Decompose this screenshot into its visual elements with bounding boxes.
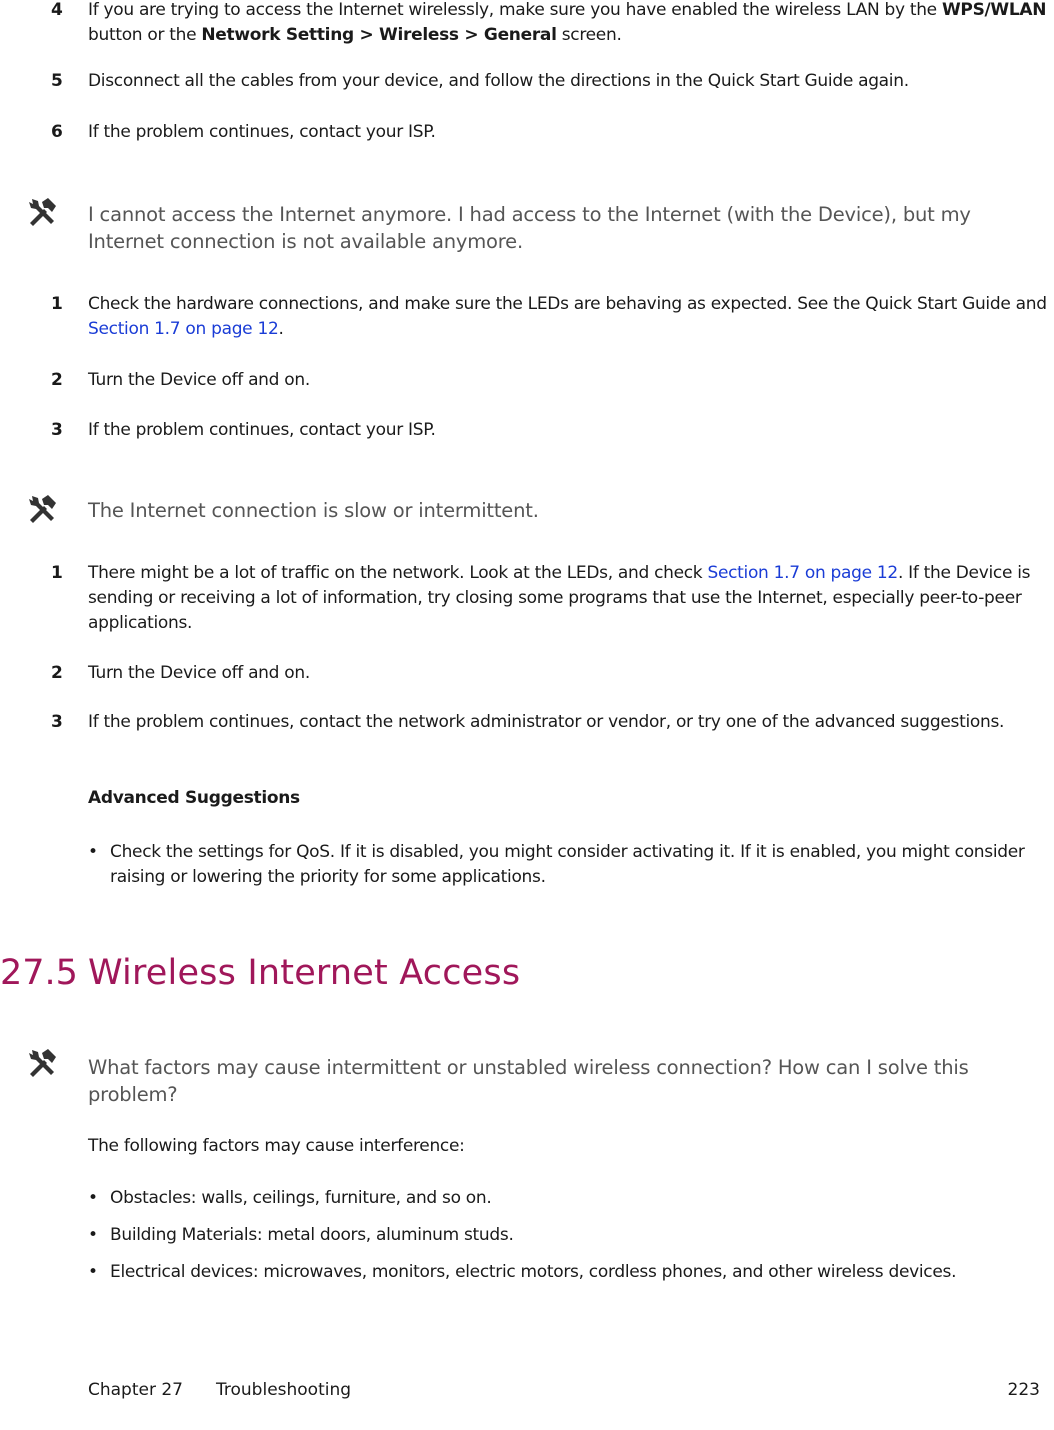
step-number: 4 — [51, 0, 63, 20]
step-number: 1 — [51, 563, 63, 583]
question-heading: What factors may cause intermittent or unstabled wireless connection? How can I solve this problem? — [88, 1056, 969, 1106]
section-number: 27.5 — [0, 953, 78, 993]
step-text: Turn the Device off and on. — [88, 663, 310, 683]
bullet-mark: • — [88, 842, 99, 862]
footer-chapter: Chapter 27 — [88, 1380, 184, 1400]
bullet-text: Obstacles: walls, ceilings, furniture, and so on. — [110, 1188, 492, 1208]
step-text: There might be a lot of traffic on the network. Look at the LEDs, and check Section 1.7 on page 12. If the Device is sending or receiving a lot of information, try closing some programs that use the Internet, especially peer-to-peer applications. — [88, 563, 1031, 633]
question-heading: The Internet connection is slow or intermittent. — [88, 499, 539, 522]
page-number: 223 — [1007, 1380, 1040, 1400]
tools-icon — [26, 1048, 58, 1078]
section-link[interactable]: Section 1.7 on page 12 — [707, 563, 898, 583]
question-heading: I cannot access the Internet anymore. I had access to the Internet (with the Device), but my Internet connection is not available anymore. — [88, 203, 971, 253]
step-text: Disconnect all the cables from your device, and follow the directions in the Quick Start Guide again. — [88, 71, 909, 91]
step-text: If the problem continues, contact the network administrator or vendor, or try one of the advanced suggestions. — [88, 712, 1005, 732]
step-number: 6 — [51, 122, 63, 142]
step-text: If the problem continues, contact your ISP. — [88, 122, 436, 142]
bullet-text: Electrical devices: microwaves, monitors, electric motors, cordless phones, and other wireless devices. — [110, 1262, 957, 1282]
step-text: Turn the Device off and on. — [88, 370, 310, 390]
bullet-text: Building Materials: metal doors, aluminum studs. — [110, 1225, 514, 1245]
step-text: Check the hardware connections, and make sure the LEDs are behaving as expected. See the Quick Start Guide and Section 1.7 on page 12. — [88, 294, 1047, 339]
bullet-mark: • — [88, 1188, 99, 1208]
step-number: 5 — [51, 71, 63, 91]
step-number: 2 — [51, 370, 63, 390]
step-text: If the problem continues, contact your ISP. — [88, 420, 436, 440]
step-text: If you are trying to access the Internet wirelessly, make sure you have enabled the wireless LAN by the WPS/WLAN button or the Network Setting > Wireless > General screen. — [88, 0, 1047, 45]
bullet-mark: • — [88, 1262, 99, 1282]
section-link[interactable]: Section 1.7 on page 12 — [88, 319, 279, 339]
footer-title: Troubleshooting — [216, 1380, 352, 1400]
tools-icon — [26, 494, 58, 524]
bullet-mark: • — [88, 1225, 99, 1245]
intro-text: The following factors may cause interference: — [88, 1136, 465, 1156]
advanced-suggestions-heading: Advanced Suggestions — [88, 788, 300, 808]
step-number: 2 — [51, 663, 63, 683]
step-number: 3 — [51, 420, 63, 440]
step-number: 3 — [51, 712, 63, 732]
bullet-text: Check the settings for QoS. If it is disabled, you might consider activating it. If it is enabled, you might consider raising or lowering the priority for some applications. — [110, 842, 1025, 887]
step-number: 1 — [51, 294, 63, 314]
section-title: Wireless Internet Access — [88, 953, 521, 993]
tools-icon — [26, 197, 58, 227]
